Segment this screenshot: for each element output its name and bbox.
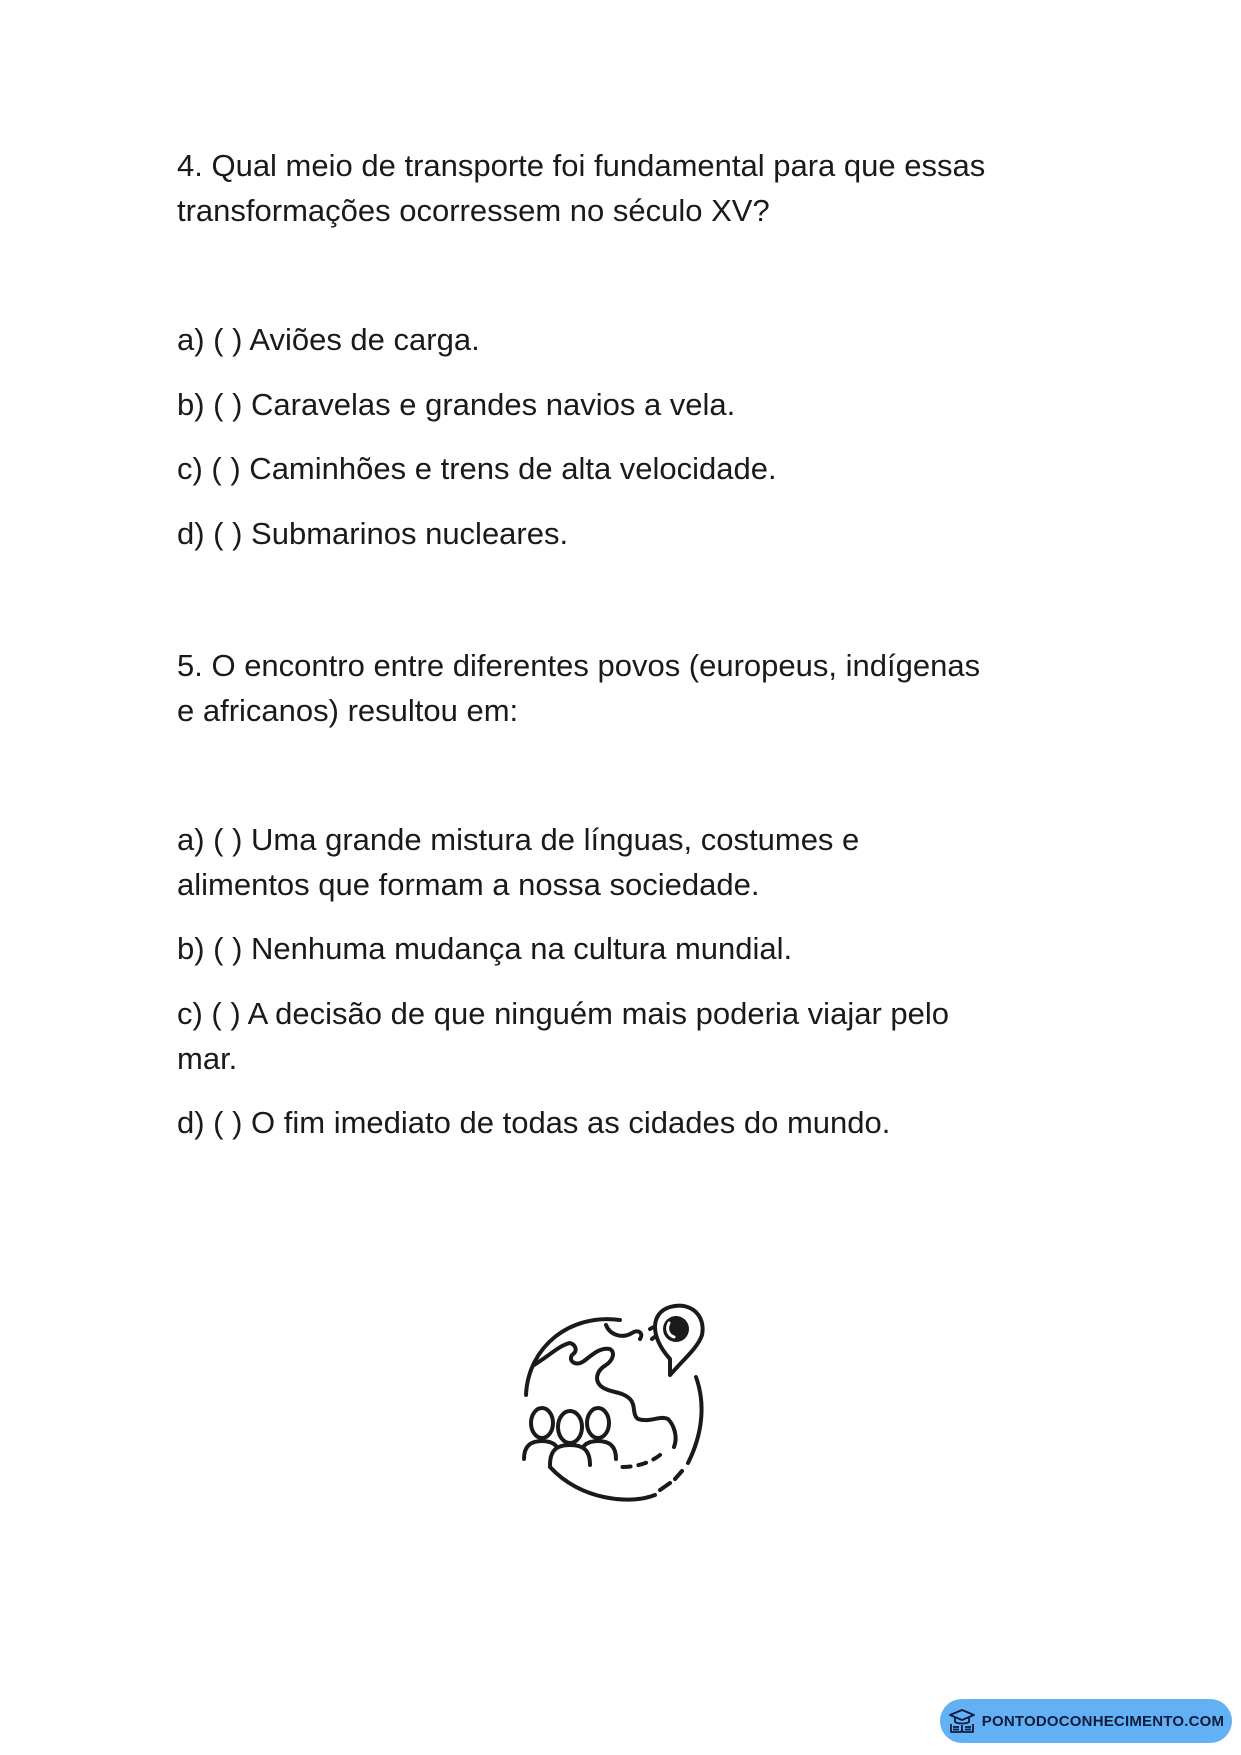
question-5-option-b-line1: b) ( ) Nenhuma mudança na cultura mundial. — [177, 931, 793, 966]
graduation-book-icon — [948, 1708, 976, 1734]
site-url: PONTODOCONHECIMENTO.COM — [981, 1712, 1225, 1730]
question-5-option-d — [177, 1100, 1057, 1145]
site-badge[interactable] — [940, 1699, 1232, 1743]
question-4-option-b: b) ( ) Caravelas e grandes navios a vela. — [177, 387, 736, 422]
question-5-prompt — [177, 643, 1057, 733]
question-4-prompt-line1: 4. Qual meio de transporte foi fundamental para que essas — [177, 148, 986, 183]
question-5-option-a-line1: a) ( ) Uma grande mistura de línguas, costumes e — [177, 822, 860, 857]
question-5-option-d-line1: d) ( ) O fim imediato de todas as cidades do mundo. — [177, 1105, 891, 1140]
question-5-option-a-line2: alimentos que formam a nossa sociedade. — [177, 867, 760, 902]
question-4-option-c: c) ( ) Caminhões e trens de alta velocidade. — [177, 451, 777, 486]
globe-with-people-and-location-pin-icon — [510, 1295, 730, 1505]
question-5-option-a — [177, 817, 1057, 907]
question-5-prompt-line2: e africanos) resultou em: — [177, 693, 519, 728]
question-4-option-d: d) ( ) Submarinos nucleares. — [177, 516, 569, 551]
question-5-option-c-line1: c) ( ) A decisão de que ninguém mais poderia viajar pelo — [177, 996, 949, 1031]
question-4-prompt — [177, 143, 1057, 233]
question-4-prompt-line2: transformações ocorressem no século XV? — [177, 193, 770, 228]
question-5-option-b — [177, 926, 1057, 971]
question-5-option-c-line2: mar. — [177, 1041, 238, 1076]
question-4-option-a: a) ( ) Aviões de carga. — [177, 322, 480, 357]
question-5-option-c — [177, 991, 1057, 1081]
question-5-prompt-line1: 5. O encontro entre diferentes povos (europeus, indígenas — [177, 648, 981, 683]
